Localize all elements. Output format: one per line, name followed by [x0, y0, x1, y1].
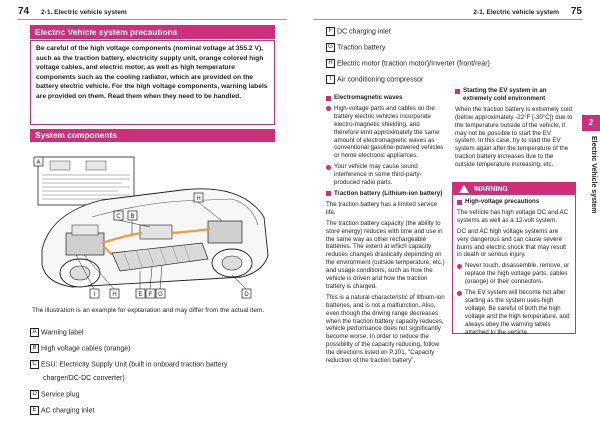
- callout-c: C: [116, 214, 121, 220]
- precautions-title: Electric Vehicle system precautions: [30, 25, 275, 39]
- em-bullet-2: Your vehicle may cause sound interference in some third-party-produced radio parts.: [326, 163, 446, 187]
- right-header-title: 2-1. Electric vehicle system: [473, 9, 560, 16]
- hv-heading: High-voltage precautions: [457, 198, 571, 206]
- front-motor-block: [66, 233, 104, 255]
- warning-header: WARNING: [453, 183, 575, 195]
- component-row-e: E AC charging inlet: [30, 406, 94, 415]
- component-row-c: C ESU: Electricity Supply Unit (built in onboard traction battery: [30, 360, 227, 369]
- right-header-rule: [314, 19, 582, 20]
- cold-text: When the traction battery is extremely cold (below approximately -22°F [-30°C]) due to the temperature outside of the vehicle, it may not be possible to start the EV system. In this case, try to start the EV system again after the temperature of the traction battery increases due to the outside temperature increasing, etc.: [455, 105, 573, 169]
- tb-para-1: The traction battery has a limited service life.: [326, 200, 438, 216]
- component-row-i: I Air conditioning compressor: [326, 75, 423, 84]
- callout-a: A: [36, 160, 41, 166]
- callout-e: E: [138, 292, 143, 298]
- right-page-header: [473, 6, 582, 17]
- callout-d: D: [244, 292, 249, 298]
- tb-para-2: The traction battery capacity (the ability to store energy) reduces with time and use in the same way as other rechargeable batteries. The extent at which capacity reduces changes drastically depending on the environment (outside temperature, etc.) and usage conditions, such as how the vehicle is driven and how the traction battery is charged.: [326, 219, 445, 290]
- em-heading: Electromagnetic waves: [326, 94, 446, 102]
- right-page-number: 75: [570, 6, 582, 17]
- middle-column: [326, 94, 446, 365]
- callout-i: I: [93, 292, 96, 298]
- component-row-c-cont: charger/DC-DC converter): [43, 375, 125, 382]
- component-row-h: H Electric motor (traction motor)/Inverter (front/rear): [326, 59, 490, 68]
- component-row-g: G Traction battery: [326, 43, 385, 52]
- callout-b: B: [130, 214, 135, 220]
- left-page-number: 74: [18, 6, 30, 17]
- component-row-f: F DC charging inlet: [326, 27, 391, 36]
- vehicle-components-illustration: [32, 155, 272, 301]
- cold-heading: Starting the EV system in an extremely cold environment: [455, 87, 573, 103]
- precautions-caution-box: Be careful of the high voltage components (nominal voltage at 355.2 V), such as the traction battery, electricity supply unit, orange colored high voltage cables, and electric motor, as well as high temperature components such as the cooling radiator, which are provided on the battery electric vehicle. For the high voltage components, warning labels are provided on them. Read them when they need to be handled.: [30, 40, 275, 125]
- hv-bullet-2: The EV system will become hot after starting as the system uses high voltage. Be careful of both the high voltage and the high temperature, and always obey the warning labels attached to the vehicle.: [457, 289, 571, 336]
- hv-para-2: DC and AC high voltage systems are very dangerous and can cause severe burns and electric shock that may result in death or serious injury.: [457, 227, 567, 259]
- esu-block: [140, 225, 172, 239]
- callout-f: F: [148, 292, 153, 298]
- em-bullet-1: High-voltage parts and cables on the battery electric vehicles incorporate electro-magnetic shielding, and therefore emit approximately the same amount of electromagnetic waves as conventional gasoline-powered vehicles or home electronic appliances.: [326, 105, 446, 160]
- hv-para-1: The vehicle has high voltage DC and AC systems as well as a 12-volt system.: [457, 208, 569, 224]
- chapter-tab: 2: [582, 115, 600, 131]
- warning-box: [452, 182, 576, 334]
- illustration-caption: The illustration is an example for explanation and may differ from the actual item.: [32, 307, 265, 314]
- component-row-a: A Warning label: [30, 328, 84, 337]
- left-header-rule: [18, 19, 286, 20]
- callout-h-front: H: [112, 292, 117, 298]
- chapter-side-title: Electric Vehicle system: [590, 136, 597, 214]
- callout-g: G: [158, 292, 163, 298]
- rear-motor-block: [208, 221, 242, 243]
- hv-bullet-1: Never touch, disassemble, remove, or replace the high voltage parts, cables (orange) or their connectors.: [457, 262, 571, 286]
- components-title: System components: [30, 129, 275, 142]
- left-page-header: [18, 6, 127, 17]
- tb-para-3: This is a natural characteristic of lithium-ion batteries, and is not a malfunction. Also, even though the driving range decreases when the traction battery capacity reduces, vehicle performance does not significantly become worse. In order to reduce the possibility of the capacity reducing, follow the directions listed on P.101, "Capacity reduction of the traction battery".: [326, 293, 445, 365]
- left-header-title: 2-1. Electric vehicle system: [40, 9, 127, 16]
- component-row-d: D Service plug: [30, 390, 80, 399]
- callout-h-rear: H: [196, 196, 201, 202]
- warning-triangle-icon: [459, 185, 469, 193]
- right-column: [455, 87, 573, 169]
- component-row-b: B High voltage cables (orange): [30, 344, 131, 353]
- tb-heading: Traction battery (Lithium-ion battery): [326, 190, 446, 198]
